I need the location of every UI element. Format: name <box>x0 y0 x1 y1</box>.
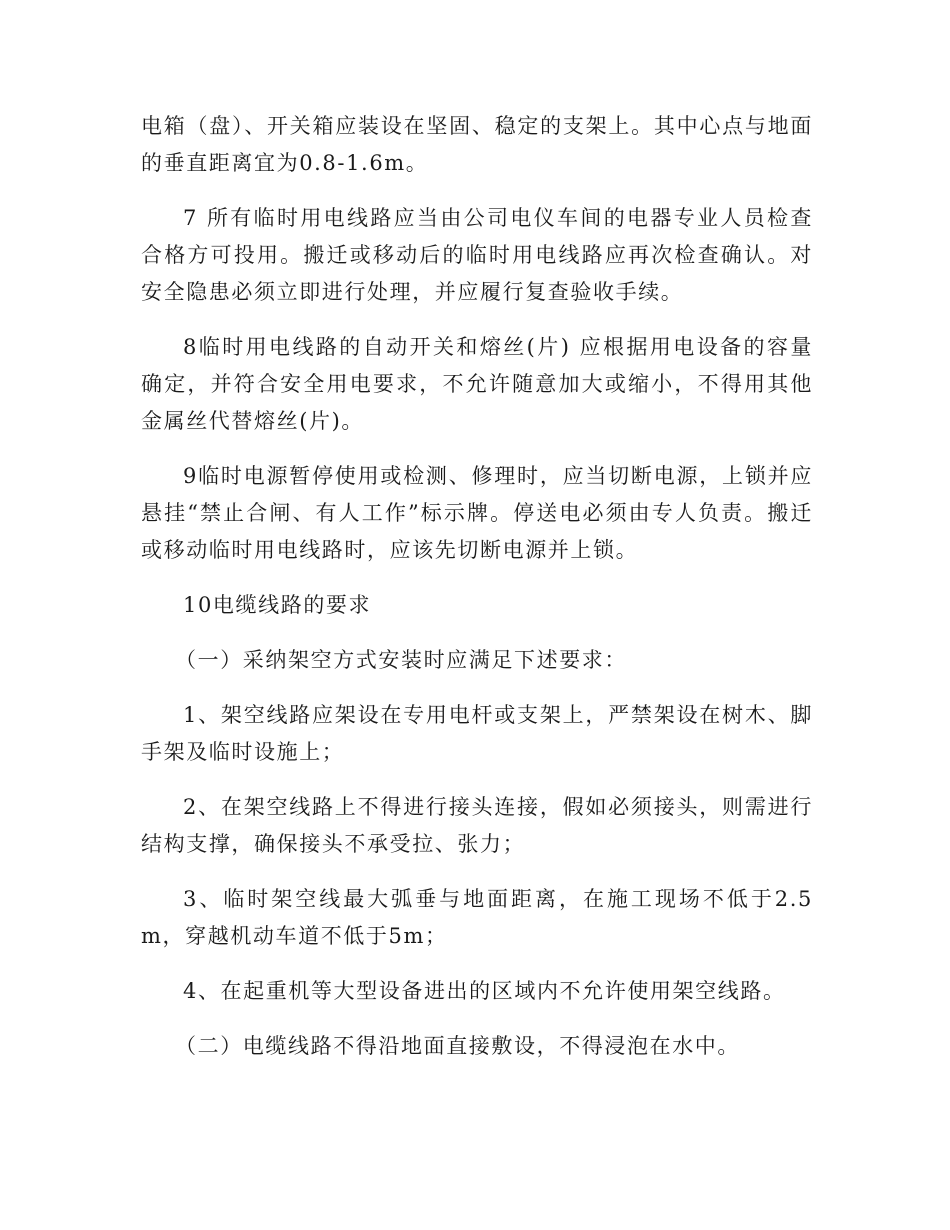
paragraph-distribution-box: 电箱（盘）、开关箱应装设在坚固、稳定的支架上。其中心点与地面的垂直距离宜为0.8-1.6m。 <box>141 114 813 175</box>
paragraph-rule-3: 3、临时架空线最大弧垂与地面距离，在施工现场不低于2.5m，穿越机动车道不低于5m； <box>141 887 813 948</box>
paragraph-subsection-2: （二）电缆线路不得沿地面直接敷设，不得浸泡在水中。 <box>175 1034 740 1058</box>
paragraph-rule-1: 1、架空线路应架设在专用电杆或支架上，严禁架设在树木、脚手架及临时设施上； <box>141 703 813 764</box>
document-body <box>141 108 813 1083</box>
paragraph-item-8: 8临时用电线路的自动开关和熔丝(片) 应根据用电设备的容量确定，并符合安全用电要求，不允许随意加大或缩小，不得用其他金属丝代替熔丝(片)。 <box>141 335 813 433</box>
paragraph-item-10-heading: 10电缆线路的要求 <box>183 593 372 617</box>
paragraph-item-7: 7 所有临时用电线路应当由公司电仪车间的电器专业人员检查合格方可投用。搬迁或移动后的临时用电线路应再次检查确认。对安全隐患必须立即进行处理，并应履行复查验收手续。 <box>141 206 813 304</box>
paragraph-rule-4: 4、在起重机等大型设备进出的区域内不允许使用架空线路。 <box>183 979 786 1003</box>
paragraph-item-9: 9临时电源暂停使用或检测、修理时，应当切断电源，上锁并应悬挂“禁止合闸、有人工作”标示牌。停送电必须由专人负责。搬迁或移动临时用电线路时，应该先切断电源并上锁。 <box>141 464 813 562</box>
paragraph-subsection-1: （一）采纳架空方式安装时应满足下述要求： <box>175 648 627 672</box>
paragraph-rule-2: 2、在架空线路上不得进行接头连接，假如必须接头，则需进行结构支撑，确保接头不承受拉、张力； <box>141 795 813 856</box>
